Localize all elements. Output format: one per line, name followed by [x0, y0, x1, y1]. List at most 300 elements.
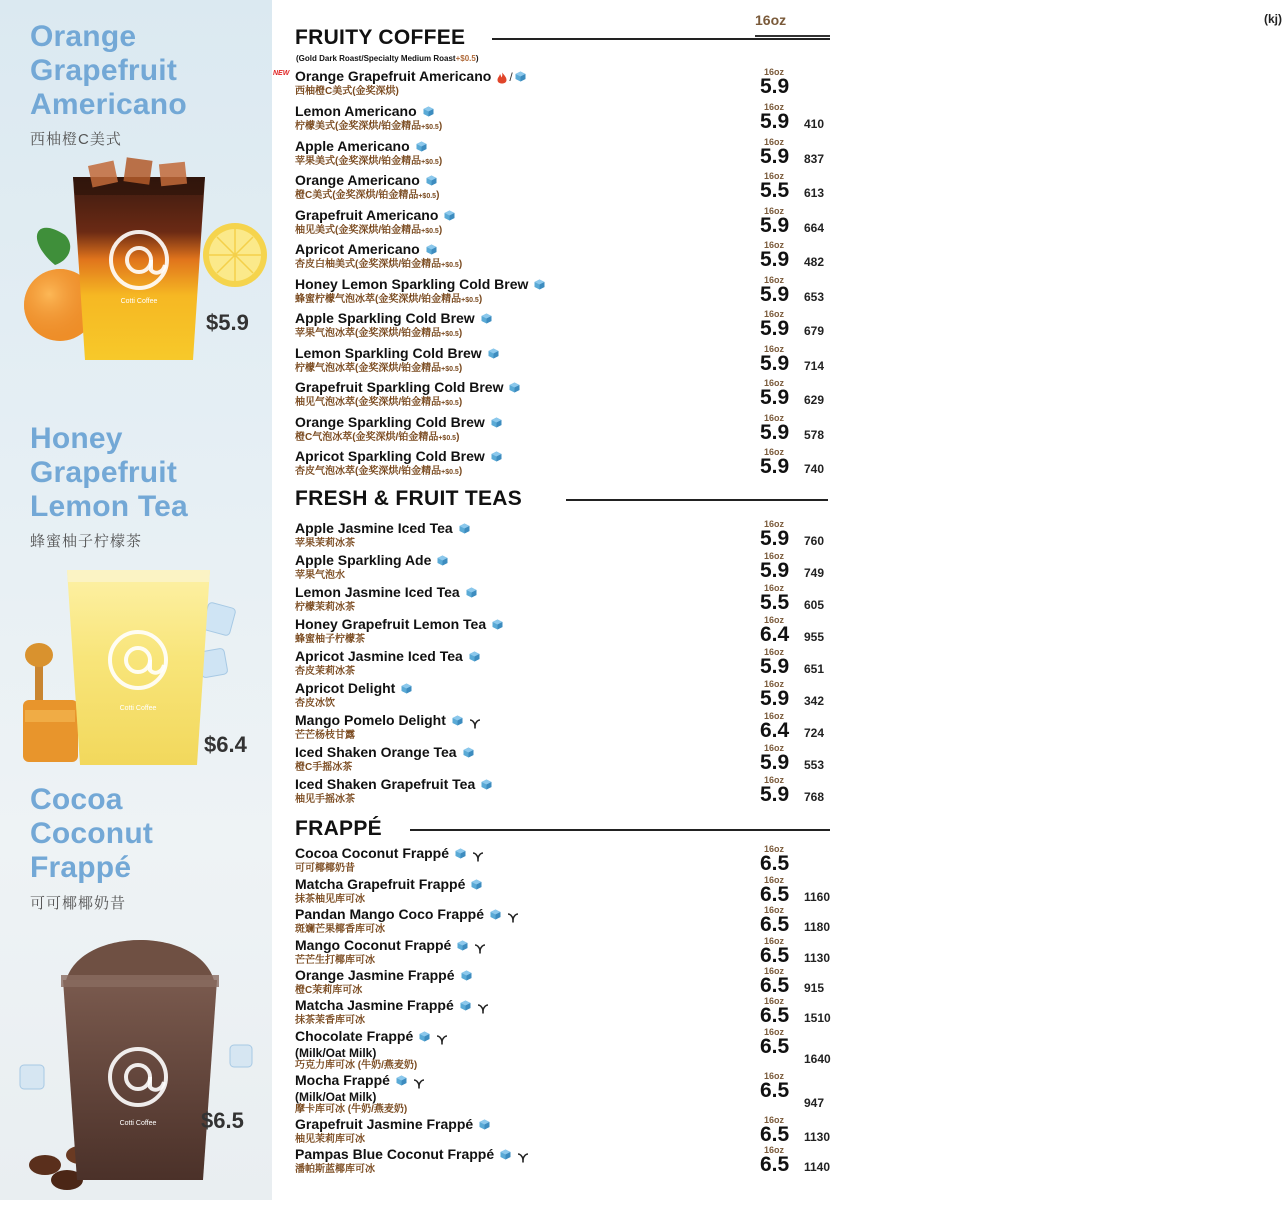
size-label: 16oz	[764, 996, 785, 1006]
ice-cube-icon	[426, 244, 437, 255]
price-box	[760, 310, 800, 339]
chinese-name-end: )	[478, 294, 483, 306]
ice-cube-icon	[437, 555, 448, 566]
menu-item[interactable]	[295, 616, 835, 646]
menu-item-chinese-name	[295, 538, 835, 550]
energy-kj: 613	[804, 186, 825, 200]
size-header-label: 16oz	[755, 12, 787, 28]
menu-item-name: Honey Grapefruit Lemon Tea	[295, 616, 487, 633]
energy-kj: 605	[804, 598, 825, 612]
menu-item-icons	[466, 584, 477, 602]
menu-item-chinese-name	[295, 259, 835, 272]
promo-title-line: Grapefruit	[30, 456, 178, 489]
energy-kj: 724	[804, 726, 825, 740]
energy-kj: 1510	[804, 1011, 831, 1025]
kj-header-label: (kj)	[1264, 12, 1282, 26]
size-label: 16oz	[764, 206, 785, 216]
menu-item-name-row	[295, 876, 835, 894]
menu-item[interactable]	[295, 1028, 835, 1072]
menu-item[interactable]	[295, 345, 835, 376]
size-label: 16oz	[764, 551, 785, 561]
menu-item-name-row	[295, 1146, 835, 1164]
menu-item-chinese-name	[295, 985, 835, 997]
energy-kj: 740	[804, 462, 825, 476]
chinese-name-text: 柚见气泡冰萃(金奖深烘/铂金精品	[295, 397, 442, 409]
menu-item-name: Apricot Delight	[295, 680, 396, 697]
menu-item-name: Apple Sparkling Cold Brew	[295, 310, 475, 327]
ice-cube-icon	[471, 879, 482, 890]
menu-item-name-row	[295, 68, 835, 86]
menu-item-icons	[452, 712, 481, 730]
hot-drink-icon	[497, 71, 507, 83]
menu-item-name-row	[295, 310, 835, 328]
menu-item[interactable]	[295, 937, 835, 967]
promo-price-3: $6.5	[201, 1108, 244, 1133]
chinese-name-text: 杏皮茉莉冰茶	[295, 666, 355, 678]
menu-item-name-row	[295, 379, 835, 397]
surcharge-text: +$0.5	[421, 228, 439, 236]
energy-kj: 410	[804, 117, 825, 131]
energy-kj: 629	[804, 393, 825, 407]
chinese-name-end: )	[458, 259, 463, 271]
menu-item-name-row	[295, 1028, 835, 1046]
menu-item-icons	[469, 648, 480, 666]
promo-title-line: Honey	[30, 422, 123, 455]
menu-item-icons	[491, 414, 502, 432]
chinese-name-text: 蜂蜜柠檬气泡冰萃(金奖深烘/铂金精品	[295, 294, 462, 306]
menu-item-icons	[459, 520, 470, 538]
price-box	[760, 967, 800, 996]
menu-item-chinese-name	[295, 602, 835, 614]
chinese-name-text: 苹果气泡冰萃(金奖深烘/铂金精品	[295, 328, 442, 340]
chinese-name-end: )	[436, 190, 440, 202]
surcharge-text: +$0.5	[421, 159, 439, 167]
menu-item-icons	[479, 1116, 490, 1134]
chinese-name-text: 苹果茉莉冰茶	[295, 538, 355, 550]
price: 6.5	[760, 852, 790, 875]
menu-item-name: Apple Sparkling Ade	[295, 552, 432, 569]
chinese-name-text: 杏皮冰饮	[295, 698, 335, 710]
menu-item-chinese-name	[295, 86, 835, 98]
menu-item[interactable]	[295, 379, 835, 410]
chinese-name-text: 斑斓芒果椰香库可冰	[295, 924, 385, 936]
size-label: 16oz	[764, 1071, 785, 1081]
energy-kj: 749	[804, 566, 825, 580]
section-divider	[566, 499, 828, 501]
chinese-name-text: 柠檬美式(金奖深烘/铂金精品	[295, 121, 422, 133]
energy-kj: 651	[804, 662, 825, 676]
price-box	[760, 1072, 800, 1101]
price-box	[760, 616, 800, 645]
size-label: 16oz	[764, 413, 785, 423]
price-box	[760, 876, 800, 905]
menu-item[interactable]	[295, 845, 835, 875]
roast-note-surcharge: +$0.5	[455, 54, 476, 63]
coconut-icon	[474, 941, 486, 951]
size-label: 16oz	[764, 775, 785, 785]
menu-item[interactable]	[295, 276, 835, 307]
price-box	[760, 448, 800, 477]
size-label: 16oz	[764, 447, 785, 457]
size-label: 16oz	[764, 67, 785, 77]
menu-item-name: Apricot Sparkling Cold Brew	[295, 448, 485, 465]
price-box	[760, 680, 800, 709]
menu-item-icons	[461, 967, 472, 985]
menu-item-name: Orange Sparkling Cold Brew	[295, 414, 485, 431]
surcharge-text: +$0.5	[441, 400, 459, 408]
ice-cube-icon	[491, 451, 502, 462]
size-label: 16oz	[764, 936, 785, 946]
menu-item-name-row	[295, 712, 835, 730]
americano-image	[15, 155, 265, 375]
menu-item[interactable]	[295, 310, 835, 341]
price: 5.9	[760, 145, 790, 168]
promo-title-line: Orange	[30, 20, 137, 53]
ice-cube-icon	[491, 417, 502, 428]
section-title-fresh-fruit-teas: FRESH & FRUIT TEAS	[295, 487, 523, 510]
menu-item-name-note: (Milk/Oat Milk)	[295, 1090, 377, 1105]
promo-subtitle-1: 西柚橙C美式	[30, 131, 122, 148]
menu-item-chinese-name	[295, 666, 835, 678]
menu-item[interactable]	[295, 1146, 835, 1176]
price: 5.9	[760, 75, 790, 98]
menu-item[interactable]	[295, 876, 835, 906]
price: 6.5	[760, 1035, 790, 1058]
menu-item[interactable]	[295, 584, 835, 614]
price: 6.5	[760, 1004, 790, 1027]
menu-item-name: Iced Shaken Orange Tea	[295, 744, 457, 761]
ice-cube-icon	[509, 382, 520, 393]
size-label: 16oz	[764, 137, 785, 147]
chinese-name-text: 橙C茉莉库可冰	[295, 985, 363, 997]
menu-item-name: Orange Jasmine Frappé	[295, 967, 455, 984]
menu-item-name: Lemon Sparkling Cold Brew	[295, 345, 482, 362]
chinese-name-text: 橙C美式(金奖深烘/铂金精品	[295, 190, 419, 202]
price-box	[760, 552, 800, 581]
energy-kj: 1140	[804, 1160, 831, 1174]
menu-item-name-row	[295, 1072, 835, 1090]
price: 5.9	[760, 783, 790, 806]
chinese-name-text: 苹果美式(金奖深烘/铂金精品	[295, 156, 422, 168]
price-box	[760, 414, 800, 443]
menu-item-icons	[497, 68, 525, 86]
price: 6.5	[760, 974, 790, 997]
size-label: 16oz	[764, 743, 785, 753]
chinese-name-text: 柚见手摇冰茶	[295, 794, 355, 806]
menu-item-name: Apricot Jasmine Iced Tea	[295, 648, 463, 665]
ice-cube-icon	[455, 848, 466, 859]
menu-item-name: Apple Americano	[295, 138, 410, 155]
menu-item-icons	[396, 1072, 425, 1090]
surcharge-text: +$0.5	[441, 366, 459, 374]
menu-item-name-row	[295, 552, 835, 570]
menu-item[interactable]	[295, 680, 835, 710]
menu-item-icons	[471, 876, 482, 894]
size-label: 16oz	[764, 519, 785, 529]
price-box	[760, 937, 800, 966]
chinese-name-text: 抹茶柚见库可冰	[295, 894, 365, 906]
section-title-fruity-coffee: FRUITY COFFEE	[295, 26, 466, 49]
menu-item-name: Matcha Grapefruit Frappé	[295, 876, 466, 893]
menu-item-name-row	[295, 584, 835, 602]
menu-item-name: Pandan Mango Coco Frappé	[295, 906, 485, 923]
price-box	[760, 648, 800, 677]
promo-subtitle-3: 可可椰椰奶昔	[30, 895, 127, 912]
size-label: 16oz	[764, 875, 785, 885]
ice-cube-icon	[492, 619, 503, 630]
menu-item-icons	[481, 776, 492, 794]
chinese-name-text: 柠檬气泡冰萃(金奖深烘/铂金精品	[295, 363, 442, 375]
energy-kj: 342	[804, 694, 825, 708]
price-box	[760, 207, 800, 236]
menu-item[interactable]	[295, 172, 835, 203]
menu-item[interactable]	[295, 1072, 835, 1116]
ice-cube-icon	[459, 523, 470, 534]
chinese-name-text: 潘帕斯蓝椰库可冰	[295, 1164, 375, 1176]
chinese-name-text: 西柚橙C美式(金奖深烘)	[295, 86, 399, 98]
chinese-name-text: 杏皮气泡冰萃(金奖深烘/铂金精品	[295, 466, 442, 478]
menu-item-name-row	[295, 520, 835, 538]
menu-item-name: Pampas Blue Coconut Frappé	[295, 1146, 495, 1163]
menu-item-icons	[509, 379, 520, 397]
menu-item-name: Mango Coconut Frappé	[295, 937, 452, 954]
menu-item-name: Cocoa Coconut Frappé	[295, 845, 450, 862]
menu-item-name: Iced Shaken Grapefruit Tea	[295, 776, 476, 793]
size-label: 16oz	[764, 905, 785, 915]
size-label: 16oz	[764, 966, 785, 976]
chinese-name-end: )	[458, 466, 463, 478]
promo-title-line: Coconut	[30, 817, 154, 850]
menu-item-chinese-name	[295, 397, 835, 410]
price: 5.9	[760, 559, 790, 582]
menu-item-name-row	[295, 103, 835, 121]
menu-item-chinese-name	[295, 328, 835, 341]
size-label: 16oz	[764, 275, 785, 285]
menu-item-icons	[419, 1028, 448, 1046]
price: 6.5	[760, 1153, 790, 1176]
menu-item-name-row	[295, 648, 835, 666]
menu-item-chinese-name	[295, 1164, 835, 1176]
menu-item-name-row	[295, 906, 835, 924]
price: 6.5	[760, 1123, 790, 1146]
price: 5.9	[760, 455, 790, 478]
price-box	[760, 1116, 800, 1145]
energy-kj: 837	[804, 152, 825, 166]
ice-cube-icon	[461, 970, 472, 981]
size-label: 16oz	[764, 844, 785, 854]
menu-item-name: Grapefruit Jasmine Frappé	[295, 1116, 474, 1133]
price: 5.9	[760, 687, 790, 710]
menu-item-name: Lemon Jasmine Iced Tea	[295, 584, 460, 601]
menu-item-icons	[481, 310, 492, 328]
promo-title-line: Frappé	[30, 851, 132, 884]
menu-item-icons	[463, 744, 474, 762]
menu-item-chinese-name	[295, 432, 835, 445]
price-box	[760, 744, 800, 773]
price-box	[760, 172, 800, 201]
size-header	[755, 12, 1282, 28]
menu-item-name: Lemon Americano	[295, 103, 417, 120]
menu-item-name: Orange Grapefruit Americano	[295, 68, 492, 85]
menu-item[interactable]	[295, 967, 835, 997]
energy-kj: 578	[804, 428, 825, 442]
size-label: 16oz	[764, 344, 785, 354]
menu-item-icons	[457, 937, 486, 955]
price-box	[760, 906, 800, 935]
menu-item[interactable]	[295, 138, 835, 169]
menu-item-chinese-name	[295, 863, 835, 875]
menu-item-name-row	[295, 276, 835, 294]
menu-item[interactable]	[295, 103, 835, 134]
price: 5.9	[760, 317, 790, 340]
menu-item[interactable]	[295, 552, 835, 582]
price-box	[760, 138, 800, 167]
size-label: 16oz	[764, 1145, 785, 1155]
ice-cube-icon	[460, 1000, 471, 1011]
menu-item-name-row	[295, 845, 835, 863]
ice-cube-icon	[457, 940, 468, 951]
menu-item-icons	[534, 276, 545, 294]
cup-brand-text: Cotti Coffee	[119, 1120, 157, 1127]
menu-item[interactable]	[295, 414, 835, 445]
menu-item-chinese-name	[295, 762, 835, 774]
roast-note-end: )	[475, 54, 479, 63]
size-label: 16oz	[764, 240, 785, 250]
price-box	[760, 276, 800, 305]
price: 5.9	[760, 751, 790, 774]
promo-title-1	[30, 20, 187, 122]
price: 6.5	[760, 944, 790, 967]
energy-kj: 664	[804, 221, 825, 235]
menu-item-chinese-name	[295, 363, 835, 376]
new-badge: NEW	[273, 70, 290, 77]
coconut-icon	[477, 1001, 489, 1011]
size-label: 16oz	[764, 711, 785, 721]
coconut-icon	[413, 1076, 425, 1086]
menu-item[interactable]	[295, 207, 835, 238]
menu-item-name-row	[295, 616, 835, 634]
price-box	[760, 103, 800, 132]
menu-item-icons	[426, 241, 437, 259]
ice-cube-icon	[419, 1031, 430, 1042]
energy-kj: 1640	[804, 1052, 831, 1066]
menu-item[interactable]	[295, 712, 835, 742]
promo-title-2	[30, 422, 188, 524]
price: 5.9	[760, 352, 790, 375]
menu-item-icons	[416, 138, 427, 156]
menu-item[interactable]	[295, 241, 835, 272]
menu-item-icons	[500, 1146, 529, 1164]
frappe-image	[15, 915, 265, 1205]
menu-item-chinese-name	[295, 121, 835, 134]
menu-item-icons	[444, 207, 455, 225]
menu-item[interactable]	[295, 448, 835, 479]
menu-item[interactable]	[273, 67, 835, 98]
menu-item-name-row	[295, 744, 835, 762]
price: 5.9	[760, 248, 790, 271]
chinese-name-text: 蜂蜜柚子柠檬茶	[295, 634, 365, 646]
chinese-name-text: 杏皮白柚美式(金奖深烘/铂金精品	[295, 259, 442, 271]
promo-panel	[0, 0, 272, 1200]
section-divider	[492, 38, 830, 40]
energy-kj: 653	[804, 290, 825, 304]
menu-item-name-row	[295, 138, 835, 156]
menu-item-name-row	[295, 241, 835, 259]
ice-cube-icon	[479, 1119, 490, 1130]
energy-kj: 482	[804, 255, 825, 269]
ice-cube-icon	[466, 587, 477, 598]
price-box	[760, 1028, 800, 1057]
menu-item-icons	[401, 680, 412, 698]
promo-subtitle-2: 蜂蜜柚子柠檬茶	[30, 533, 143, 550]
chinese-name-text: 抹茶茉香库可冰	[295, 1015, 365, 1027]
menu-item-chinese-name	[295, 190, 835, 203]
menu-item[interactable]	[295, 648, 835, 678]
chinese-name-end: )	[438, 225, 443, 237]
chinese-name-text: 巧克力库可冰 (牛奶/燕麦奶)	[295, 1060, 418, 1072]
chinese-name-text: 芒芒杨枝甘露	[295, 730, 355, 742]
size-label: 16oz	[764, 378, 785, 388]
menu-item-name: Grapefruit Sparkling Cold Brew	[295, 379, 504, 396]
size-label: 16oz	[764, 1115, 785, 1125]
menu-item-name-row	[295, 776, 835, 794]
price-box	[760, 712, 800, 741]
menu-item-chinese-name	[295, 1015, 835, 1027]
price: 5.9	[760, 421, 790, 444]
section-title-frappe: FRAPPÉ	[295, 817, 382, 840]
chinese-name-end: )	[438, 121, 443, 133]
menu-item[interactable]	[295, 906, 835, 936]
price: 6.5	[760, 1079, 790, 1102]
chinese-name-end: )	[456, 432, 460, 444]
energy-kj: 915	[804, 981, 825, 995]
section-divider	[410, 829, 830, 831]
menu-item[interactable]	[295, 744, 835, 774]
menu-item[interactable]	[295, 520, 835, 550]
size-label: 16oz	[764, 309, 785, 319]
ice-cube-icon	[452, 715, 463, 726]
ice-cube-icon	[426, 175, 437, 186]
menu-item-name-row	[295, 937, 835, 955]
menu-item-icons	[455, 845, 484, 863]
price-box	[760, 584, 800, 613]
menu-item-chinese-name	[295, 634, 835, 646]
price: 5.9	[760, 527, 790, 550]
menu-item-chinese-name	[295, 730, 835, 742]
menu-item[interactable]	[295, 997, 835, 1027]
price: 5.9	[760, 283, 790, 306]
menu-item[interactable]	[295, 776, 835, 806]
price: 5.5	[760, 179, 790, 202]
chinese-name-text: 摩卡库可冰 (牛奶/燕麦奶)	[295, 1104, 408, 1116]
ice-cube-icon	[490, 909, 501, 920]
size-label: 16oz	[764, 102, 785, 112]
menu-item[interactable]	[295, 1116, 835, 1146]
chinese-name-end: )	[458, 328, 463, 340]
menu-item-chinese-name	[295, 1060, 835, 1072]
cup-brand-text: Cotti Coffee	[120, 298, 158, 305]
coconut-icon	[517, 1150, 529, 1160]
ice-cube-icon	[463, 747, 474, 758]
chinese-name-text: 橙C手摇冰茶	[295, 762, 353, 774]
surcharge-text: +$0.5	[441, 262, 459, 270]
price-box	[760, 379, 800, 408]
energy-kj: 1180	[804, 920, 831, 934]
menu-item-name: Honey Lemon Sparkling Cold Brew	[295, 276, 529, 293]
menu-item-name: Apple Jasmine Iced Tea	[295, 520, 453, 537]
menu-item-name-row	[295, 997, 835, 1015]
menu-item-chinese-name	[295, 294, 835, 307]
